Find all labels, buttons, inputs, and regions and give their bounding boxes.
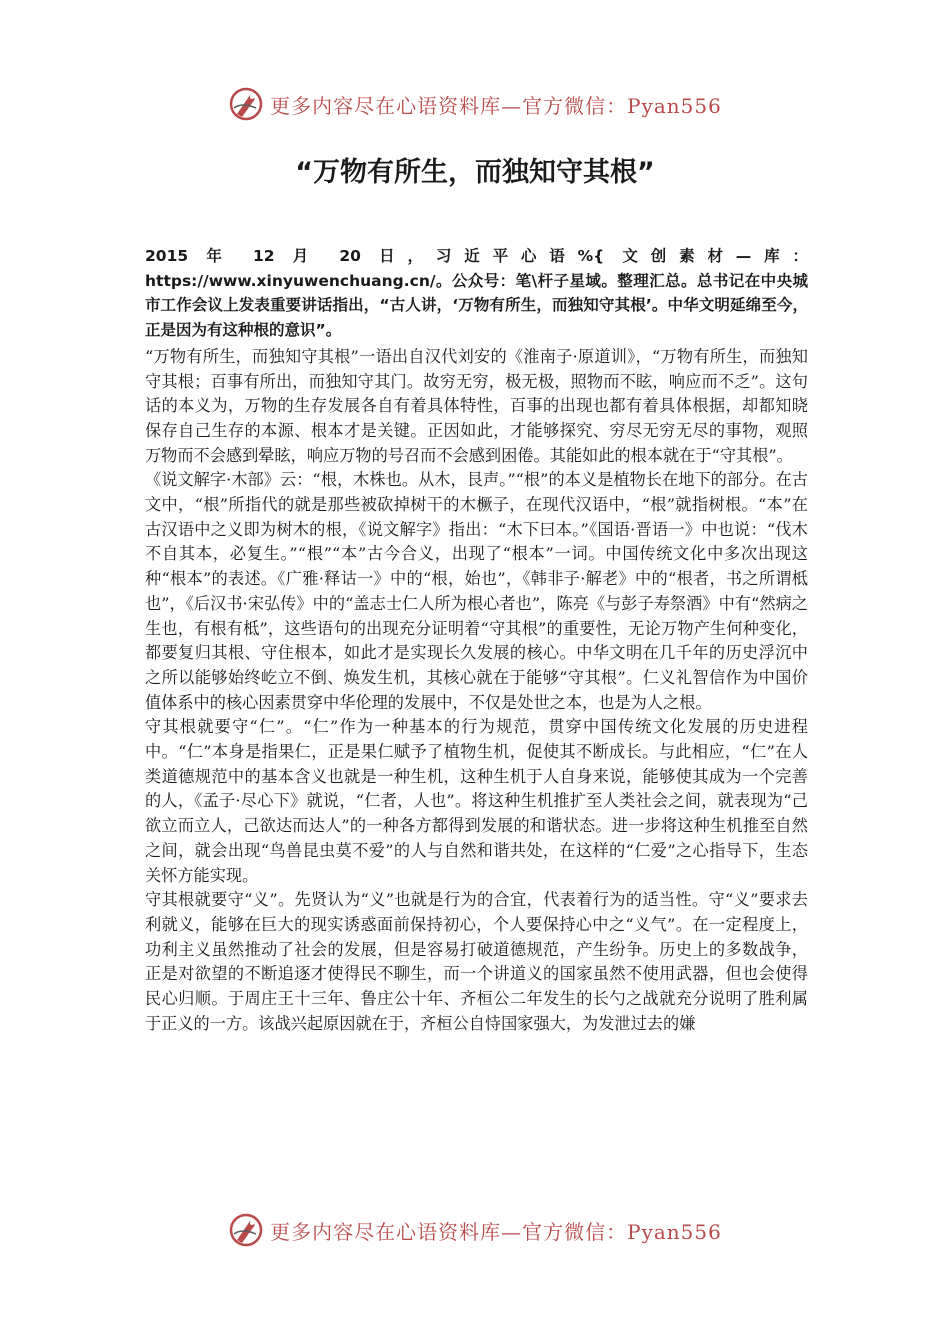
watermark-banner-top (0, 82, 950, 126)
page-title: “万物有所生，而独知守其根” (295, 157, 655, 188)
watermark-text: 更多内容尽在心语资料库—官方微信：Pyan556 (270, 1219, 722, 1244)
body-paragraph: 守其根就要守“仁”。“仁”作为一种基本的行为规范，贯穿中国传统文化发展的历史进程中。“仁”本身是指果仁，正是果仁赋予了植物生机，促使其不断成长。与此相应，“仁”在人类道德规范中的基本含义也就是一种生机，这种生机于人自身来说，能够使其成为一个完善的人，《孟子·尽心下》就说，“仁者，人也”。将这种生机推扩至人类社会之间，就表现为“己欲立而立人，己欲达而达人”的一种各方都得到发展的和谐状态。进一步将这种生机推至自然之间，就会出现“鸟兽昆虫莫不爱”的人与自然和谐共处，在这样的“仁爱”之心指导下，生态关怀方能实现。 (145, 717, 808, 885)
pen-nib-logo-icon (228, 1212, 264, 1248)
intro-paragraph: 2015 年 12 月 20 日，习近平心语%{ 文创素材—库：https://www.xinyuwenchuang.cn/。公众号：笔\杆子星域。整理汇总。总书记在中央城市工作会议上发表重要讲话指出，“古人讲，‘万物有所生，而独知守其根’。中华文明延绵至今，正是因为有这种根的意识”。 (145, 247, 808, 340)
watermark-banner-bottom (0, 1208, 950, 1252)
body-paragraph: 守其根就要守“义”。先贤认为“义”也就是行为的合宜，代表着行为的适当性。守“义”要求去利就义，能够在巨大的现实诱惑面前保持初心，个人要保持心中之“义气”。在一定程度上，功利主义虽然推动了社会的发展，但是容易打破道德规范，产生纷争。历史上的多数战争，正是对欲望的不断追逐才使得民不聊生，而一个讲道义的国家虽然不使用武器，但也会使得民心归顺。于周庄王十三年、鲁庄公十年、齐桓公二年发生的长勺之战就充分说明了胜利属于正义的一方。该战兴起原因就在于，齐桓公自恃国家强大，为发泄过去的嫌 (145, 890, 808, 1033)
body-paragraph: “万物有所生，而独知守其根”一语出自汉代刘安的《淮南子·原道训》，“万物有所生，而独知守其根；百事有所出，而独知守其门。故穷无穷，极无极，照物而不眩，响应而不乏”。这句话的本义为，万物的生存发展各自有着具体特性，百事的出现也都有着具体根据，却都知晓保存自己生存的本源、根本才是关键。正因如此，才能够探究、穷尽无穷无尽的事物，观照万物而不会感到晕眩，响应万物的号召而不会感到困倦。其能如此的根本就在于“守其根”。 (145, 346, 808, 465)
pen-nib-logo-icon (228, 86, 264, 122)
article-body (145, 244, 808, 1037)
body-paragraph: 《说文解字·木部》云：“根，木株也。从木，艮声。”“根”的本义是植物长在地下的部分。在古文中，“根”所指代的就是那些被砍掉树干的木橛子，在现代汉语中，“根”就指树根。“本”在古汉语中之义即为树木的根，《说文解字》指出：“木下曰本。”《国语·晋语一》中也说：“伐木不自其本，必复生。”“根”“本”古今合义，出现了“根本”一词。中国传统文化中多次出现这种“根本”的表述。《广雅·释诂一》中的“根，始也”，《韩非子·解老》中的“根者，书之所谓柢也”，《后汉书·宋弘传》中的“盖志士仁人所为根心者也”，陈亮《与彭子寿祭酒》中有“然病之生也，有根有柢”，这些语句的出现充分证明着“守其根”的重要性，无论万物产生何种变化，都要复归其根、守住根本，如此才是实现长久发展的核心。中华文明在几千年的历史浮沉中之所以能够始终屹立不倒、焕发生机，其核心就在于能够“守其根”。仁义礼智信作为中国价值体系中的核心因素贯穿中华伦理的发展中，不仅是处世之本，也是为人之根。 (145, 470, 808, 712)
watermark-text: 更多内容尽在心语资料库—官方微信：Pyan556 (270, 93, 722, 118)
